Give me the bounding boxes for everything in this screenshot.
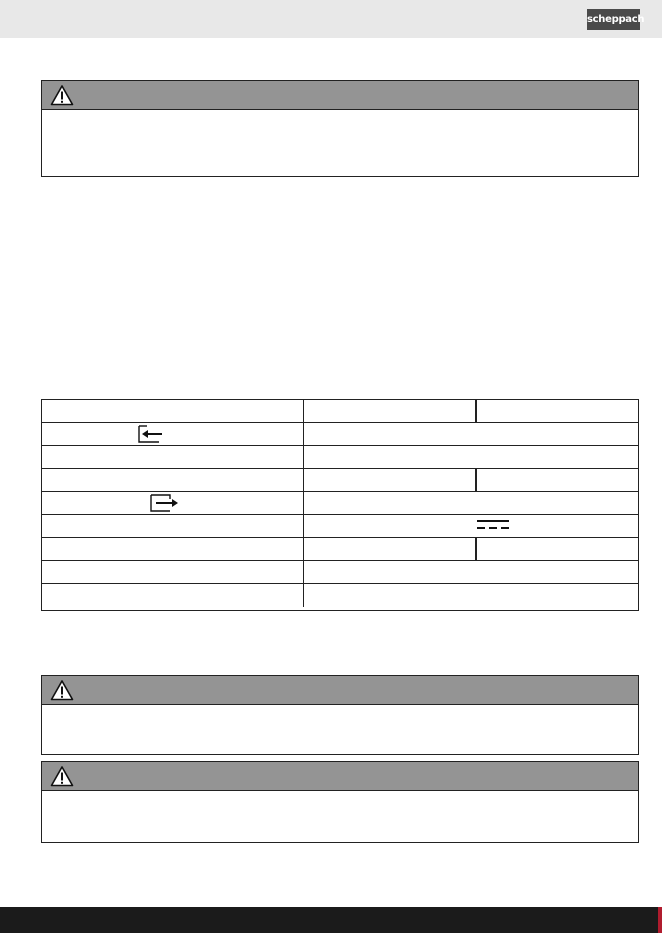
specifications-table — [41, 399, 639, 611]
input-arrow-icon — [136, 425, 164, 444]
scheppach-logo: scheppach — [587, 9, 640, 30]
footer-accent — [658, 907, 662, 933]
warning-box — [41, 80, 639, 177]
table-row — [42, 446, 638, 469]
table-row — [42, 400, 638, 423]
warning-box — [41, 675, 639, 755]
warning-header — [42, 676, 638, 705]
page-footer — [0, 907, 662, 933]
table-row — [42, 423, 638, 446]
page-header — [0, 0, 662, 38]
table-row — [42, 561, 638, 584]
table-row — [42, 538, 638, 561]
table-row — [42, 469, 638, 492]
table-row — [42, 584, 638, 607]
output-arrow-icon — [148, 494, 180, 513]
direct-current-icon — [476, 518, 510, 532]
table-row — [42, 515, 638, 538]
warning-box — [41, 761, 639, 843]
warning-header — [42, 762, 638, 791]
warning-header — [42, 81, 638, 110]
warning-triangle-icon — [50, 765, 74, 787]
table-row — [42, 492, 638, 515]
warning-triangle-icon — [50, 679, 74, 701]
warning-triangle-icon — [50, 84, 74, 106]
